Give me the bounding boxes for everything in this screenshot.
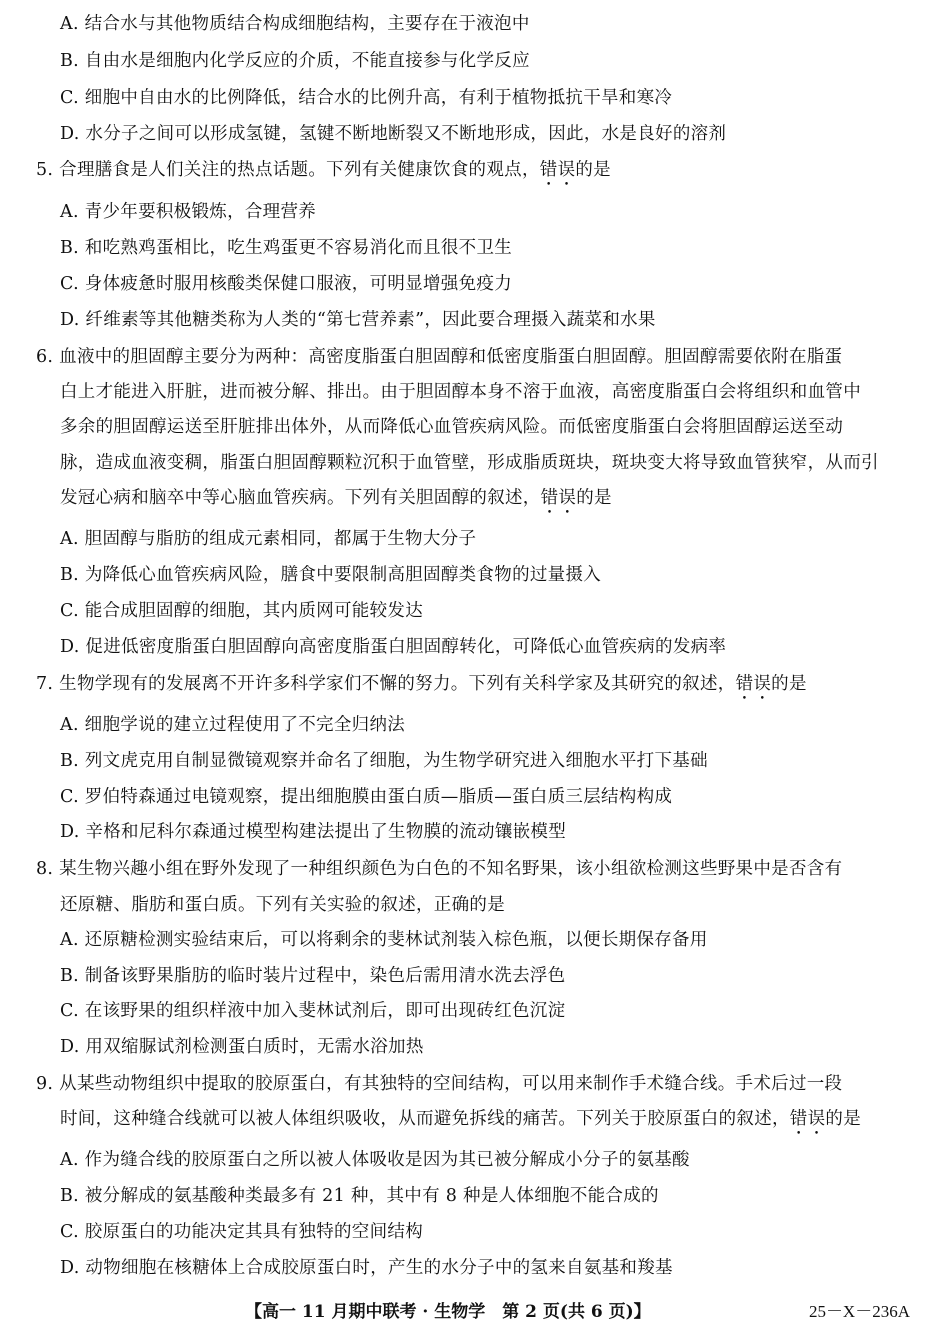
page-footer bbox=[0, 1297, 950, 1327]
q4-option-a: A. 结合水与其他物质结合构成细胞结构，主要存在于液泡中 bbox=[60, 14, 530, 34]
q7-option-b: B. 列文虎克用自制显微镜观察并命名了细胞，为生物学研究进入细胞水平打下基础 bbox=[60, 751, 708, 771]
q9-stem-line2: 时间，这种缝合线就可以被人体组织吸收，从而避免拆线的痛苦。下列关于胶原蛋白的叙述，错误的是 bbox=[60, 1109, 862, 1129]
q9-option-a: A. 作为缝合线的胶原蛋白之所以被人体吸收是因为其已被分解成小分子的氨基酸 bbox=[60, 1150, 690, 1170]
q4-option-c: C. 细胞中自由水的比例降低，结合水的比例升高，有利于植物抵抗干旱和寒冷 bbox=[60, 88, 673, 108]
q6-option-c: C. 能合成胆固醇的细胞，其内质网可能较发达 bbox=[60, 601, 423, 621]
q9-option-d: D. 动物细胞在核糖体上合成胶原蛋白时，产生的水分子中的氢来自氨基和羧基 bbox=[60, 1258, 673, 1278]
q7-stem: 7. 生物学现有的发展离不开许多科学家们不懈的努力。下列有关科学家及其研究的叙述，错误的是 bbox=[36, 674, 807, 694]
q8-option-c: C. 在该野果的组织样液中加入斐林试剂后，即可出现砖红色沉淀 bbox=[60, 1001, 566, 1021]
q6-option-b: B. 为降低心血管疾病风险，膳食中要限制高胆固醇类食物的过量摄入 bbox=[60, 565, 602, 585]
q6-stem-line5: 发冠心病和脑卒中等心脑血管疾病。下列有关胆固醇的叙述，错误的是 bbox=[60, 488, 612, 508]
q8-stem-line2: 还原糖、脂肪和蛋白质。下列有关实验的叙述，正确的是 bbox=[60, 895, 505, 915]
q6-stem-line3: 多余的胆固醇运送至肝脏排出体外，从而降低心血管疾病风险。而低密度脂蛋白会将胆固醇运送至动 bbox=[60, 417, 844, 437]
q8-stem-line1: 8. 某生物兴趣小组在野外发现了一种组织颜色为白色的不知名野果，该小组欲检测这些野果中是否含有 bbox=[36, 859, 843, 879]
q7-option-a: A. 细胞学说的建立过程使用了不完全归纳法 bbox=[60, 715, 406, 735]
q5-option-d: D. 纤维素等其他糖类称为人类的“第七营养素”，因此要合理摄入蔬菜和水果 bbox=[60, 310, 656, 330]
q6-stem-line2: 白上才能进入肝脏，进而被分解、排出。由于胆固醇本身不溶于血液，高密度脂蛋白会将组织和血管中 bbox=[60, 382, 861, 402]
q7-option-c: C. 罗伯特森通过电镜观察，提出细胞膜由蛋白质—脂质—蛋白质三层结构构成 bbox=[60, 787, 673, 807]
q5-option-c: C. 身体疲惫时服用核酸类保健口服液，可明显增强免疫力 bbox=[60, 274, 512, 294]
q9-option-b: B. 被分解成的氨基酸种类最多有 21 种，其中有 8 种是人体细胞不能合成的 bbox=[60, 1186, 659, 1206]
footer-page-info: 【高一 11 月期中联考 · 生物学 第 2 页(共 6 页)】 bbox=[245, 1302, 651, 1322]
q6-option-a: A. 胆固醇与脂肪的组成元素相同，都属于生物大分子 bbox=[60, 529, 477, 549]
q6-stem-line4: 脉，造成血液变稠，脂蛋白胆固醇颗粒沉积于血管壁，形成脂质斑块，斑块变大将导致血管狭窄，从而引 bbox=[60, 453, 879, 473]
q6-option-d: D. 促进低密度脂蛋白胆固醇向高密度脂蛋白胆固醇转化，可降低心血管疾病的发病率 bbox=[60, 637, 727, 657]
q8-option-d: D. 用双缩脲试剂检测蛋白质时，无需水浴加热 bbox=[60, 1037, 424, 1057]
footer-exam-code: 25－X－236A bbox=[808, 1302, 910, 1321]
q5-option-a: A. 青少年要积极锻炼，合理营养 bbox=[60, 202, 317, 222]
q5-option-b: B. 和吃熟鸡蛋相比，吃生鸡蛋更不容易消化而且很不卫生 bbox=[60, 238, 513, 258]
q5-emphasis: 错误 bbox=[539, 160, 576, 180]
q6-stem-line1: 6. 血液中的胆固醇主要分为两种：高密度脂蛋白胆固醇和低密度脂蛋白胆固醇。胆固醇需要依附在脂蛋 bbox=[36, 347, 843, 367]
q9-option-c: C. 胶原蛋白的功能决定其具有独特的空间结构 bbox=[60, 1222, 423, 1242]
q5-stem: 5. 合理膳食是人们关注的热点话题。下列有关健康饮食的观点，错误的是 bbox=[36, 160, 611, 180]
q7-option-d: D. 辛格和尼科尔森通过模型构建法提出了生物膜的流动镶嵌模型 bbox=[60, 822, 567, 842]
q8-option-b: B. 制备该野果脂肪的临时装片过程中，染色后需用清水洗去浮色 bbox=[60, 966, 566, 986]
q9-stem-line1: 9. 从某些动物组织中提取的胶原蛋白，有其独特的空间结构，可以用来制作手术缝合线。手术后过一段 bbox=[36, 1074, 843, 1094]
q8-option-a: A. 还原糖检测实验结束后，可以将剩余的斐林试剂装入棕色瓶，以便长期保存备用 bbox=[60, 930, 708, 950]
q6-emphasis: 错误 bbox=[540, 488, 577, 508]
q4-option-b: B. 自由水是细胞内化学反应的介质，不能直接参与化学反应 bbox=[60, 51, 530, 71]
q9-emphasis: 错误 bbox=[789, 1109, 826, 1129]
q7-emphasis: 错误 bbox=[735, 674, 772, 694]
q4-option-d: D. 水分子之间可以形成氢键，氢键不断地断裂又不断地形成，因此，水是良好的溶剂 bbox=[60, 124, 727, 144]
